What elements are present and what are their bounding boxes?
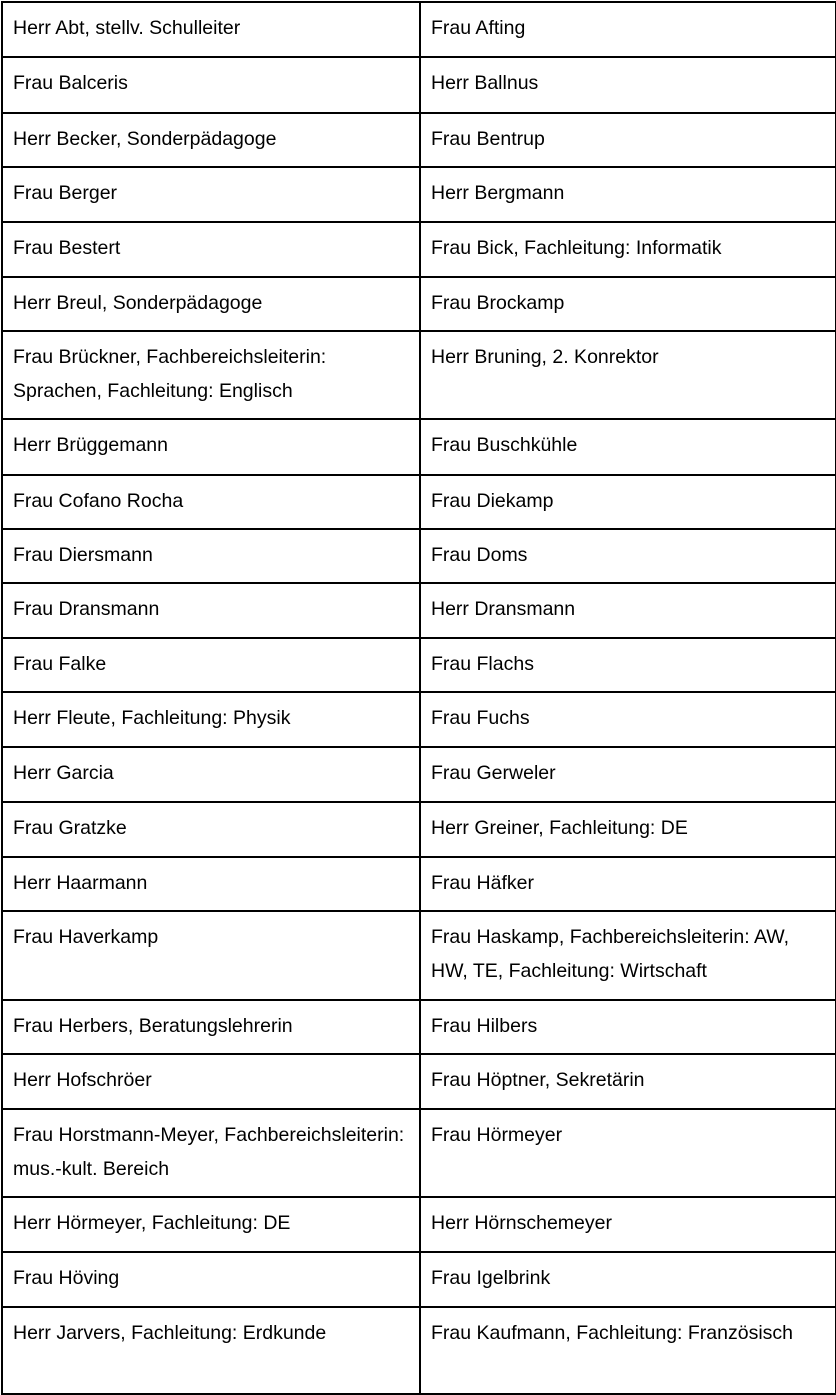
table-row <box>2 529 836 583</box>
table-cell: Herr Jarvers, Fachleitung: Erdkunde <box>2 1307 420 1394</box>
table-cell: Frau Flachs <box>420 638 836 692</box>
table-row <box>2 747 836 802</box>
table-cell: Herr Hofschröer <box>2 1054 420 1109</box>
table-cell: Frau Berger <box>2 167 420 222</box>
table-row <box>2 911 836 1000</box>
table-cell: Frau Haverkamp <box>2 911 420 1000</box>
table-cell: Herr Ballnus <box>420 57 836 113</box>
table-cell: Herr Becker, Sonderpädagoge <box>2 113 420 167</box>
table-row <box>2 1109 836 1197</box>
table-cell: Frau Häfker <box>420 857 836 911</box>
table-cell: Herr Greiner, Fachleitung: DE <box>420 802 836 857</box>
table-cell: Frau Hilbers <box>420 1000 836 1054</box>
table-row <box>2 113 836 167</box>
table-cell: Herr Garcia <box>2 747 420 802</box>
table-cell: Frau Diersmann <box>2 529 420 583</box>
table-cell: Herr Fleute, Fachleitung: Physik <box>2 692 420 747</box>
table-cell: Herr Breul, Sonderpädagoge <box>2 277 420 331</box>
staff-table <box>1 1 836 1395</box>
table-cell: Frau Bick, Fachleitung: Informatik <box>420 222 836 277</box>
table-cell: Frau Höptner, Sekretärin <box>420 1054 836 1109</box>
table-cell: Frau Haskamp, Fachbereichsleiterin: AW, HW, TE, Fachleitung: Wirtschaft <box>420 911 836 1000</box>
table-cell: Frau Bestert <box>2 222 420 277</box>
table-row <box>2 2 836 57</box>
table-cell: Herr Brüggemann <box>2 419 420 475</box>
table-cell: Frau Höving <box>2 1252 420 1307</box>
table-cell: Herr Hörmeyer, Fachleitung: DE <box>2 1197 420 1252</box>
table-row <box>2 475 836 529</box>
table-row <box>2 222 836 277</box>
table-cell: Frau Hörmeyer <box>420 1109 836 1197</box>
table-cell: Herr Hörnschemeyer <box>420 1197 836 1252</box>
table-cell: Herr Abt, stellv. Schulleiter <box>2 2 420 57</box>
table-row <box>2 167 836 222</box>
table-cell: Herr Haarmann <box>2 857 420 911</box>
table-cell: Frau Balceris <box>2 57 420 113</box>
table-cell: Herr Bergmann <box>420 167 836 222</box>
table-row <box>2 57 836 113</box>
table-cell: Frau Cofano Rocha <box>2 475 420 529</box>
table-cell: Herr Dransmann <box>420 583 836 638</box>
table-row <box>2 857 836 911</box>
table-row <box>2 1252 836 1307</box>
table-cell: Frau Brockamp <box>420 277 836 331</box>
table-cell: Frau Kaufmann, Fachleitung: Französisch <box>420 1307 836 1394</box>
table-cell: Frau Brückner, Fachbereichsleiterin: Sprachen, Fachleitung: Englisch <box>2 331 420 419</box>
table-cell: Herr Bruning, 2. Konrektor <box>420 331 836 419</box>
table-cell: Frau Buschkühle <box>420 419 836 475</box>
table-cell: Frau Falke <box>2 638 420 692</box>
table-row <box>2 1197 836 1252</box>
table-row <box>2 1054 836 1109</box>
table-cell: Frau Dransmann <box>2 583 420 638</box>
table-cell: Frau Doms <box>420 529 836 583</box>
table-cell: Frau Afting <box>420 2 836 57</box>
table-cell: Frau Fuchs <box>420 692 836 747</box>
table-row <box>2 331 836 419</box>
table-cell: Frau Herbers, Beratungslehrerin <box>2 1000 420 1054</box>
table-row <box>2 277 836 331</box>
table-cell: Frau Gerweler <box>420 747 836 802</box>
table-row <box>2 1000 836 1054</box>
table-cell: Frau Igelbrink <box>420 1252 836 1307</box>
table-cell: Frau Bentrup <box>420 113 836 167</box>
table-cell: Frau Diekamp <box>420 475 836 529</box>
table-row <box>2 638 836 692</box>
table-row <box>2 692 836 747</box>
table-row <box>2 583 836 638</box>
table-row <box>2 802 836 857</box>
table-row <box>2 1307 836 1394</box>
table-cell: Frau Horstmann-Meyer, Fachbereichsleiterin: mus.-kult. Bereich <box>2 1109 420 1197</box>
table-row <box>2 419 836 475</box>
table-cell: Frau Gratzke <box>2 802 420 857</box>
